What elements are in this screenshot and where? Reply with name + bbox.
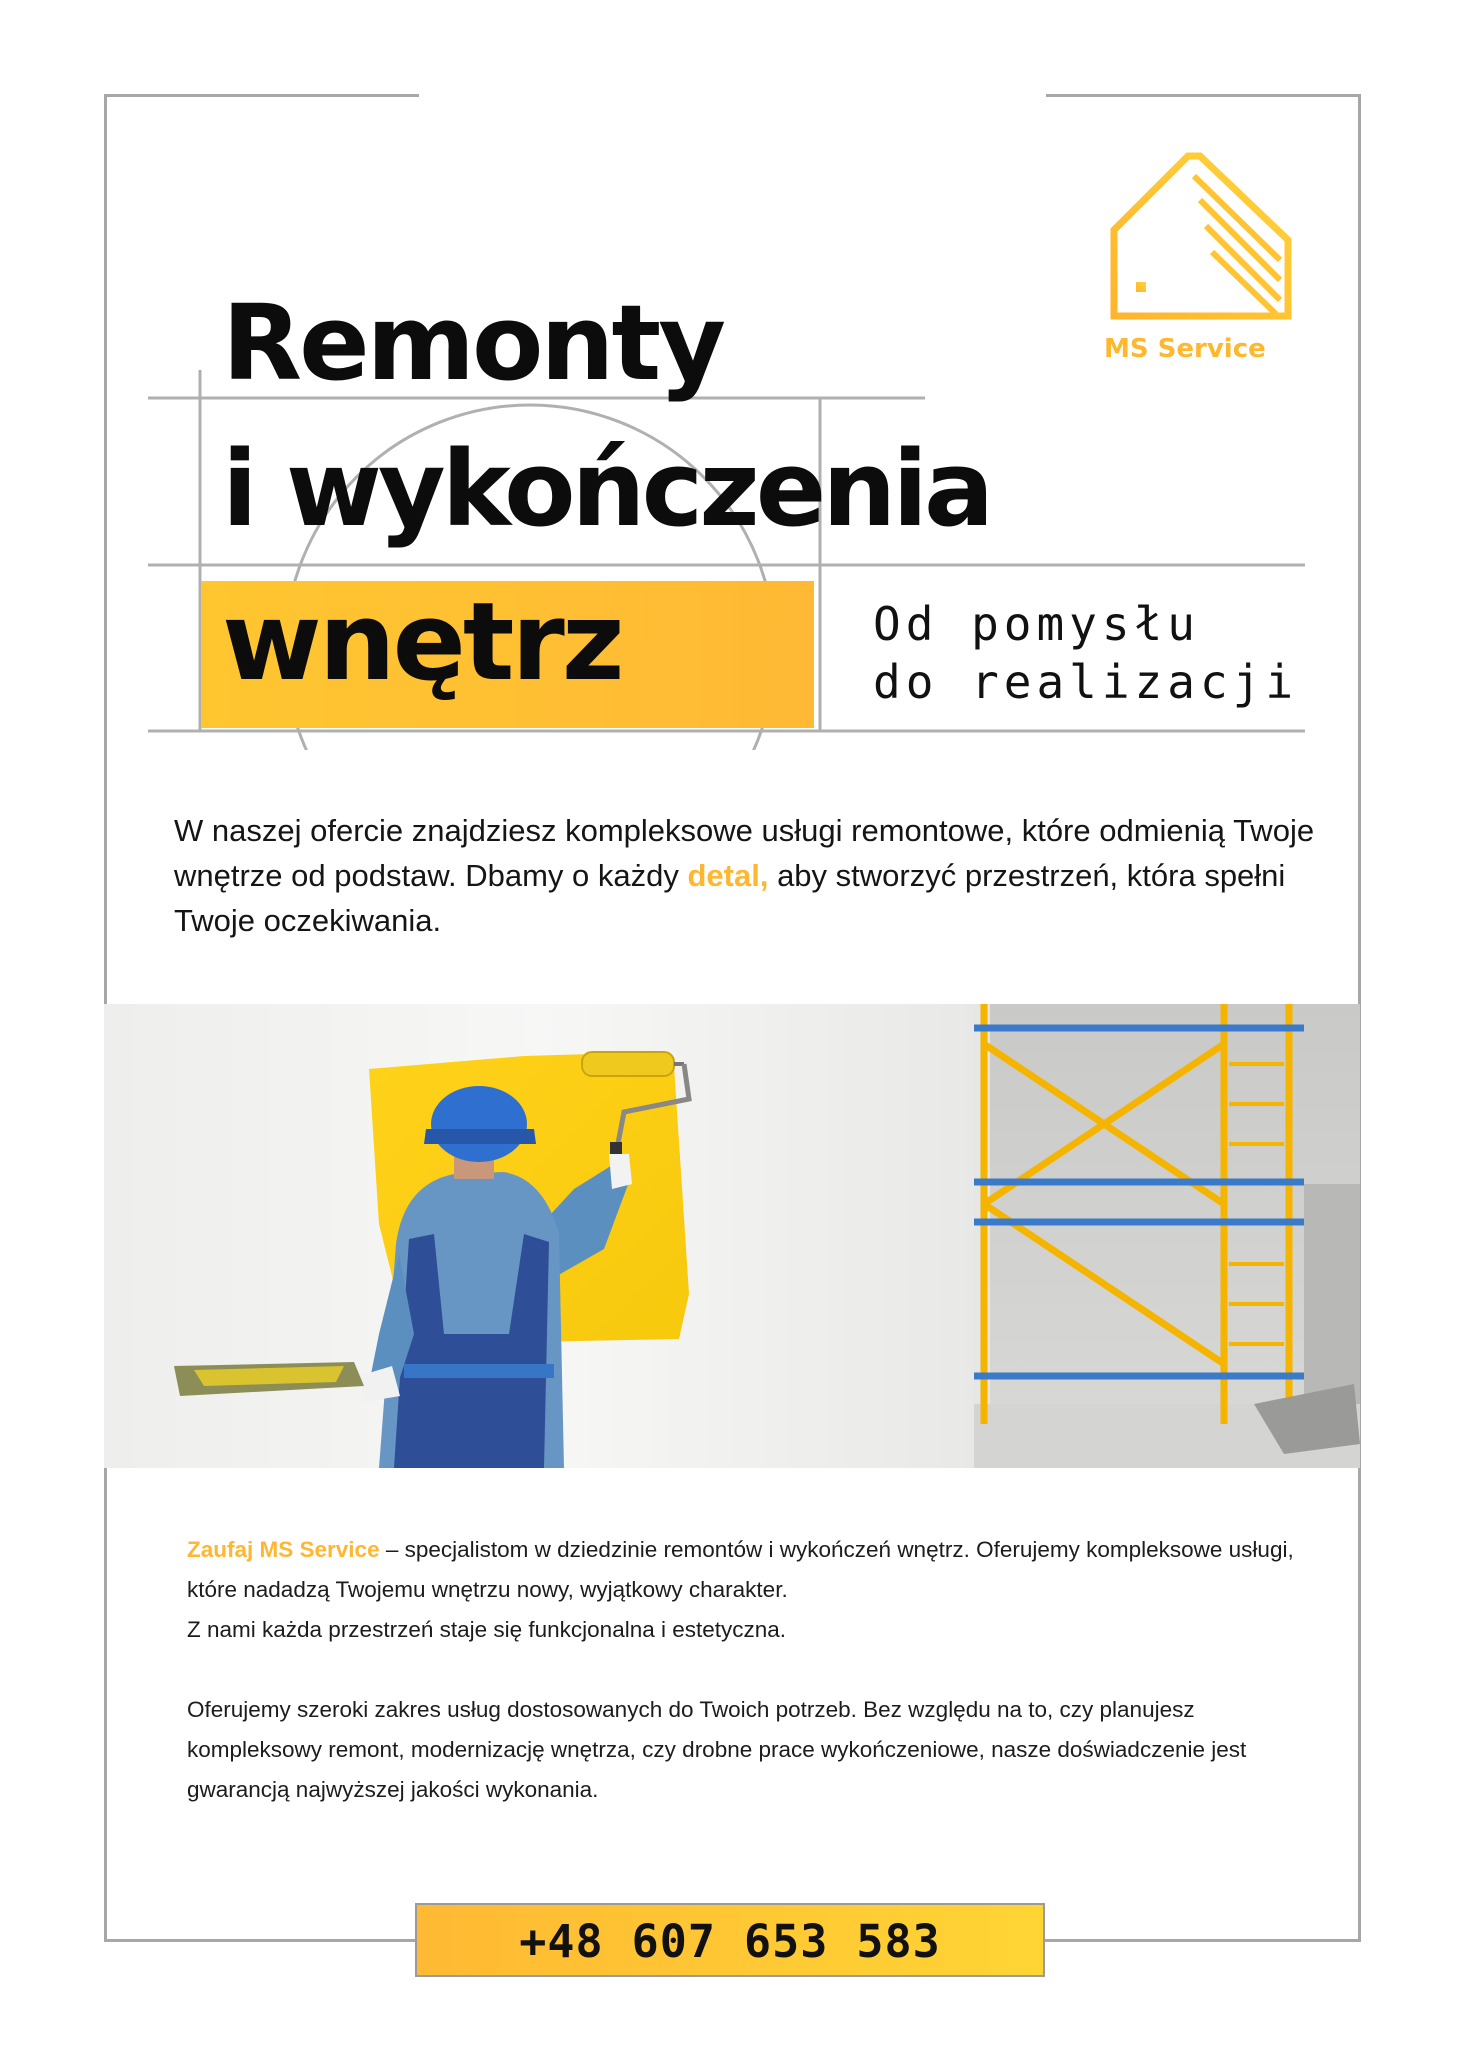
house-icon xyxy=(1108,148,1294,328)
intro-paragraph xyxy=(174,808,1334,943)
about-highlight: Zaufaj MS Service xyxy=(187,1537,380,1562)
logo-text: MS Service xyxy=(1104,334,1266,364)
frame-top-right xyxy=(1046,94,1360,97)
intro-highlight: detal, xyxy=(687,858,769,893)
intro-text-end: aby stworzyć przestrzeń, która spełni Twoje oczekiwania. xyxy=(174,858,1286,938)
tagline-line-1: Od pomysłu xyxy=(873,597,1200,651)
intro-text-start: W naszej ofercie znajdziesz kompleksowe usługi remontowe, które odmienią Twoje wnętrze od podstaw. Dbamy o każdy xyxy=(174,813,1315,893)
about-text: – specjalistom w dziedzinie remontów i wykończeń wnętrz. Oferujemy kompleksowe usługi, które nadadzą Twojemu wnętrzu nowy, wyjątkowy charakter. xyxy=(187,1537,1294,1602)
frame-top-left xyxy=(104,94,419,97)
title-line-1: Remonty xyxy=(222,282,723,404)
phone-box[interactable] xyxy=(415,1903,1045,1977)
about-text-2: Z nami każda przestrzeń staje się funkcjonalna i estetyczna. xyxy=(187,1617,787,1642)
title-line-3: wnętrz xyxy=(222,580,622,705)
painter-illustration xyxy=(104,1004,1360,1468)
tagline-line-2: do realizacji xyxy=(873,655,1299,709)
services-paragraph: Oferujemy szeroki zakres usług dostosowanych do Twoich potrzeb. Bez względu na to, czy planujesz kompleksowy remont, modernizację wnętrza, czy drobne prace wykończeniowe, nasze doświadczenie jest gwarancją najwyższej jakości wykonania. xyxy=(187,1697,1247,1802)
hero-photo xyxy=(104,1004,1360,1468)
phone-number[interactable]: +48 607 653 583 xyxy=(519,1915,941,1968)
about-paragraph xyxy=(187,1530,1307,1650)
title-line-2: i wykończenia xyxy=(222,428,991,550)
